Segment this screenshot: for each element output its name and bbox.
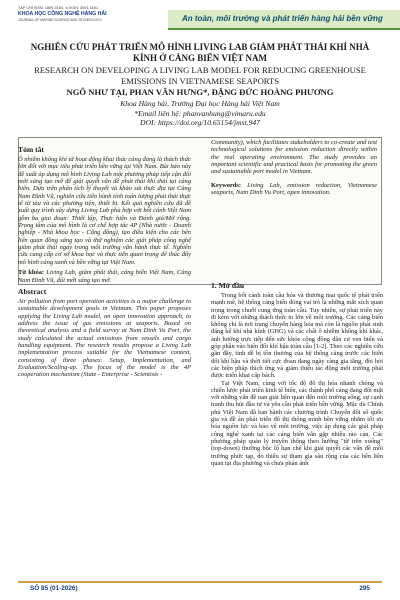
doi-link[interactable]: DOI: https://doi.org/10.65154/jmst.947 bbox=[140, 118, 260, 127]
journal-logo bbox=[18, 6, 138, 22]
page-number: 295 bbox=[359, 585, 370, 592]
issue-number: SỐ 85 (01-2026) bbox=[30, 585, 78, 592]
author-list: NGÔ NHƯ TẠI, PHAN VĂN HƯNG*, ĐẶNG ĐỨC HOÀNG PHƯƠNG bbox=[66, 87, 334, 97]
keywords-vi-label: Từ khóa: bbox=[18, 269, 45, 277]
keywords-vi-text: Living Lab, giảm phát thải, cảng biển Việt Nam, Cảng Nam Đình Vũ, đổi mới sáng tạo mở. bbox=[18, 269, 191, 284]
abstract-vi-body: Ô nhiễm không khí từ hoạt động khai thác cảng đang là thách thức lớn đối với mục tiêu phát triển bền vững tại Việt Nam. Bài báo này đề xuất áp dụng mô hình Living Lab một phương pháp tiếp cận đổi mới sáng tạo mở để giải quyết vấn đề phát thải khí thải tại cảng biển. Dựa trên phân tích lý thuyết và khảo sát thực địa tại Cảng Nam Đình Vũ, nghiên cứu tiến hành tính toán lượng phát thải thực tế từ tàu và các phương tiện, thiết bị. Kết quả nghiên cứu đã đề xuất quy trình xây dựng Living Lab phù hợp với bối cảnh Việt Nam gồm ba giai đoạn: Thiết lập, Thực hiện và Đánh giá/Mở rộng. Trọng tâm của mô hình là cơ chế hợp tác 4P (Nhà nước - Doanh nghiệp - Nhà khoa học - Cộng đồng), tạo điều kiện cho các bên liên quan đồng sáng tạo và thử nghiệm các giải pháp công nghệ giảm phát thải ngay trong môi trường vận hành thực tế. Nghiên cứu cung cấp cơ sở khoa học và thực tiễn quan trọng để thúc đẩy mô hình cảng xanh và bền vững tại Việt Nam. bbox=[18, 156, 191, 266]
page-header bbox=[0, 0, 400, 33]
contact-email: *Email liên hệ: phanvanhung@vimaru.edu bbox=[134, 108, 266, 118]
journal-name-en: JOURNAL OF MARINE SCIENCE AND TECHNOLOGY bbox=[18, 18, 103, 22]
intro-paragraph-2: Tại Việt Nam, cùng với tốc độ đô thị hóa nhanh chóng và chiến lược phát triển kinh tế biển, các thành phố cảng đang đối mặt với những vấn đề nan giải liên quan đến môi trường sống, sự cạnh tranh thu hút đầu tư và yêu cầu phát triển bền vững. Mặc dù Chính phủ Việt Nam đã ban hành các chương trình Chuyển đổi số quốc gia và đề án phát triển đô thị thông minh bền vững nhằm tối ưu hóa nguồn lực và bảo vệ môi trường, việc áp dụng các giải pháp công nghệ xanh tại các cảng biển vẫn gặp nhiều rào cản. Các phương pháp quản lý truyền thống theo hướng "từ trên xuống" (top-down) thường bộc lộ hạn chế khi giải quyết các vấn đề môi trường phức tạp, do thiếu sự tham gia sâu rộng của các bên liên quan tại địa phương và chưa phản ánh bbox=[211, 379, 383, 467]
keywords-en-text: Living Lab, emission reduction, Vietnamese seaports, Nam Dinh Vu Port, open innovation. bbox=[211, 181, 377, 197]
journal-name-vi: KHOA HỌC CÔNG NGHỆ HÀNG HẢI bbox=[18, 11, 107, 17]
abstract-right-column bbox=[211, 139, 377, 196]
keywords-en bbox=[211, 182, 377, 197]
footer-divider bbox=[18, 581, 382, 583]
affiliation-block bbox=[20, 99, 380, 128]
page-footer bbox=[0, 575, 400, 600]
affiliation: Khoa Hàng hải, Trường Đại học Hàng hải Việt Nam bbox=[120, 99, 280, 108]
intro-heading: 1. Mở đầu bbox=[211, 281, 245, 290]
paper-title-en: RESEARCH ON DEVELOPING A LIVING LAB MODEL FOR REDUCING GREENHOUSE EMISSIONS IN VIETNAMESE SEAPORTS bbox=[34, 65, 366, 86]
abstract-left-column bbox=[18, 145, 191, 379]
section-title: An toàn, môi trường và phát triển hàng hải bền vững bbox=[182, 14, 383, 23]
keywords-en-label: Keywords: bbox=[211, 181, 242, 189]
intro-section bbox=[211, 281, 383, 467]
keywords-vi bbox=[18, 269, 191, 284]
abstract-en-heading: Abstract bbox=[18, 286, 47, 296]
intro-paragraph-1: Trong bối cảnh toàn cầu hóa và thương mại quốc tế phát triển mạnh mẽ, hệ thống cảng biển đóng vai trò là những mắt xích quan trọng trong chuỗi cung ứng toàn cầu. Tuy nhiên, sự phát triển này đi kèm với những thách thức to lớn về môi trường. Các cảng biển không chỉ là nơi trung chuyển hàng hóa mà còn là nguồn phát sinh đáng kể khí nhà kính (GHG) và các chất ô nhiễm không khí khác, ảnh hưởng trực tiếp đến sức khỏe cộng đồng dân cư ven biển và góp phần vào biến đổi khí hậu toàn cầu [1-2]. Theo các nghiên cứu gần đây, tính dễ bị tổn thương của hệ thống cảng trước các biến đổi khí hậu và thời tiết cực đoan đang ngày càng gia tăng, đòi hỏi các biện pháp thích ứng và giảm thiểu tác động môi trường phải được triển khai cấp bách. bbox=[211, 292, 383, 380]
issn-line: TẠP CHÍ ISSN: 1859-316X, e-ISSN: 3093-3161 bbox=[18, 6, 99, 10]
abstract-en-body: Air pollution from port operation activities is a major challenge to sustainable development goals in Vietnam. This paper proposes applying the Living Lab model, an open innovation approach, to address the issue of gas emissions at seaports. Based on theoretical analysis and a field survey at Nam Dinh Vu Port, the study calculated the actual emissions from vessels and cargo handling equipment. The research results propose a Living Lab implementation process suitable for the Vietnamese context, consisting of three phases: Setup, Implementation, and Evaluation/Scaling-up. The focus of the model is the 4P cooperation mechanism (State - Enterprise - Scientists - bbox=[18, 297, 191, 379]
abstract-vi-heading: Tóm tắt bbox=[18, 145, 44, 154]
section-banner bbox=[168, 10, 400, 30]
paper-title-vi: NGHIÊN CỨU PHÁT TRIỂN MÔ HÌNH LIVING LAB GIẢM PHÁT THẢI KHÍ NHÀ KÍNH Ở CẢNG BIỂN VIỆT NAM bbox=[30, 42, 370, 63]
abstract-en-body-cont: Community), which facilitates stakeholders to co-create and test technological solutions for emission reduction directly within the real operating environment. The study provides an important scientific and practical basis for promoting the green and sustainable port model in Vietnam. bbox=[211, 139, 377, 176]
